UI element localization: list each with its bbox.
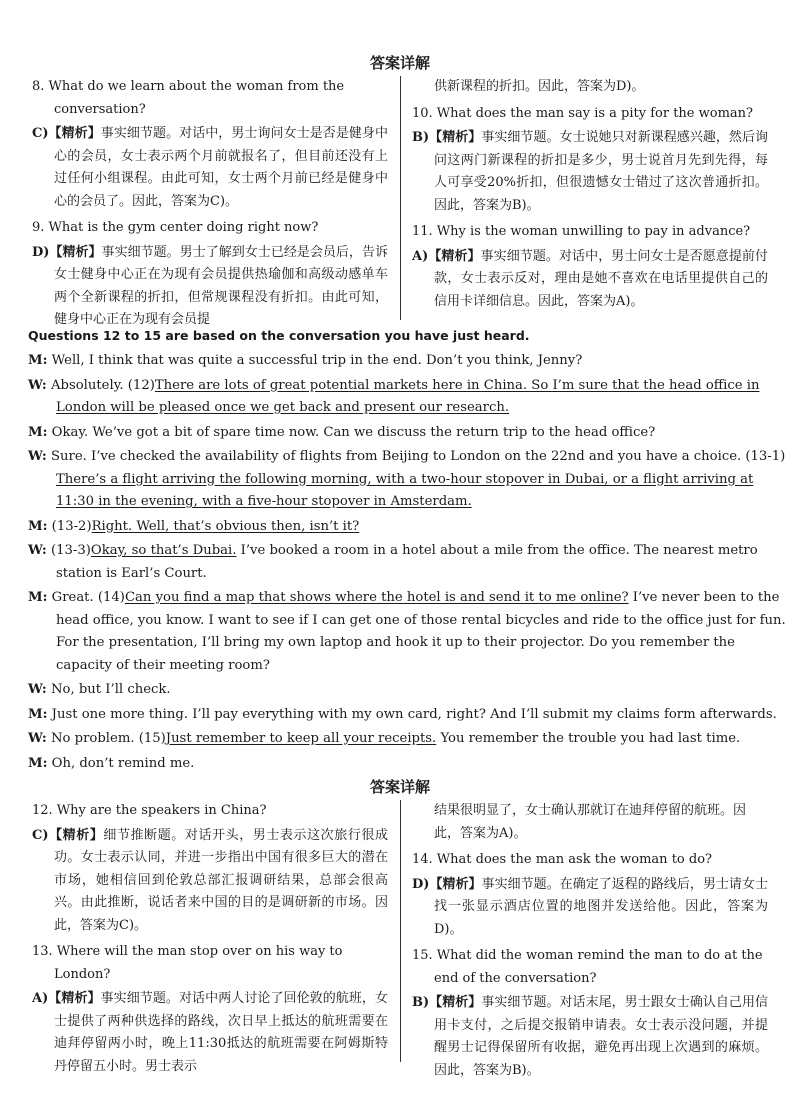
dialogue-turn <box>28 704 790 727</box>
answer-9-tag: 【精析】 <box>49 244 102 260</box>
speaker-label: M: <box>28 706 48 722</box>
answer-8-tag: 【精析】 <box>48 126 101 141</box>
top-left-column <box>32 76 388 336</box>
turn-text: No problem. (15) <box>51 731 166 746</box>
answer-9-continued: 供新课程的折扣。因此，答案为D)。 <box>434 79 645 94</box>
dialogue-turn <box>28 516 790 539</box>
dialogue-turn <box>28 540 790 585</box>
dialogue-turn <box>28 446 790 514</box>
question-12: 12. Why are the speakers in China? <box>32 803 267 818</box>
turn-text: Great. (14) <box>51 590 125 605</box>
question-8: 8. What do we learn about the woman from the conversation? <box>32 79 345 117</box>
speaker-label: M: <box>28 518 48 534</box>
answer-13-continued: 结果很明显了，女士确认那就订在迪拜停留的航班。因此，答案为A)。 <box>434 803 747 841</box>
answer-14-text: 事实细节题。在确定了返程的路线后，男士请女士找一张显示酒店位置的地图并发送给他。因此，答案为D)。 <box>434 876 768 937</box>
question-10: 10. What does the man say is a pity for the woman? <box>412 105 754 121</box>
speaker-label: M: <box>28 353 48 368</box>
turn-text: Well, I think that was quite a successful trip in the end. Don’t you think, Jenny? <box>51 353 583 368</box>
turn-underlined-text: There’s a flight arriving the following morning, with a two-hour stopover in Dubai, or a flight arriving at 11:30 in the evening, with a five-hour stopover in Amsterdam. <box>56 471 754 509</box>
answer-12-tag: 【精析】 <box>48 827 104 843</box>
dialogue-turn <box>28 422 790 445</box>
turn-text: Absolutely. (12) <box>51 377 155 393</box>
turn-underlined-text: Right. Well, that’s obvious then, isn’t it? <box>91 518 360 534</box>
answer-10-text: 事实细节题。女士说她只对新课程感兴趣，然后询问这两门新课程的折扣是多少，男士说首月先到先得，每人可享受20%折扣，但很遗憾女士错过了这次普通折扣。因此，答案为B)。 <box>434 130 768 213</box>
answer-10-letter: B) <box>412 130 430 145</box>
question-15: 15. What did the woman remind the man to do at the end of the conversation? <box>412 948 763 986</box>
turn-text-after: I’ve booked a room in a hotel about a mile from the office. The nearest metro station is Earl’s Court. <box>56 543 758 581</box>
turn-text: No, but I’ll check. <box>51 682 171 697</box>
bottom-right-column <box>412 800 768 1086</box>
question-9: 9. What is the gym center doing right now? <box>32 220 319 235</box>
answer-13-text: 事实细节题。对话中两人讨论了回伦敦的航班，女士提供了两种供选择的路线，次日早上抵达的航班需要在迪拜停留两小时，晚上11:30抵达的航班需要在阿姆斯特丹停留五小时。男士表示 <box>54 991 388 1074</box>
answer-10 <box>412 127 768 217</box>
answer-8-letter: C) <box>32 126 49 141</box>
answer-13 <box>32 988 388 1078</box>
answer-9-text: 事实细节题。男士了解到女士已经是会员后，告诉女士健身中心正在为现有会员提供热瑜伽和高级动感单车两个全新课程的折扣，但常规课程没有折扣。由此可知，健身中心正在为现有会员提 <box>54 244 388 327</box>
answer-14-letter: D) <box>412 876 430 892</box>
speaker-label: W: <box>28 449 47 464</box>
answer-13-letter: A) <box>32 991 49 1006</box>
answer-11-letter: A) <box>412 248 429 264</box>
question-11: 11. Why is the woman unwilling to pay in advance? <box>412 224 751 239</box>
turn-text: Just one more thing. I’ll pay everything with my own card, right? And I’ll submit my claims form afterwards. <box>51 706 777 722</box>
question-13: 13. Where will the man stop over on his way to London? <box>32 944 343 982</box>
dialogue-turn <box>28 587 790 677</box>
turn-underlined-text: Okay, so that’s Dubai. <box>90 543 237 558</box>
speaker-label: M: <box>28 590 48 605</box>
turn-text-after: I’ve never been to the head office, you know. I want to see if I can get one of those rental bicycles and ride to the office just for fun. For the presentation, I’ll bring my own laptop and hook it up to their projector. Do you remember the capacity of their meeting room? <box>56 590 786 673</box>
section-title-top: 答案详解 <box>369 54 430 72</box>
answer-15 <box>412 992 768 1082</box>
dialogue-turn <box>28 753 790 776</box>
answer-15-text: 事实细节题。对话末尾，男士跟女士确认自己用信用卡支付，之后提交报销申请表。女士表示没问题，并提醒男士记得保留所有收据，避免再出现上次遇到的麻烦。因此，答案为B)。 <box>434 995 768 1078</box>
turn-underlined-text: There are lots of great potential markets here in China. So I’m sure that the head office in London will be pleased once we get back and present our research. <box>56 377 760 415</box>
speaker-label: W: <box>28 731 47 746</box>
turn-underlined-text: Just remember to keep all your receipts. <box>165 731 437 746</box>
turn-text: (13-3) <box>51 543 91 558</box>
dialogue-transcript <box>28 350 790 777</box>
turn-text: Okay. We’ve got a bit of spare time now. Can we discuss the return trip to the head office? <box>51 424 656 440</box>
speaker-label: W: <box>28 377 47 393</box>
dialogue-turn <box>28 728 790 751</box>
column-divider-top <box>400 76 401 320</box>
question-14: 14. What does the man ask the woman to do? <box>412 852 712 867</box>
speaker-label: W: <box>28 682 47 697</box>
turn-text: Sure. I’ve checked the availability of flights from Beijing to London on the 22nd and you have a choice. (13-1) <box>51 449 786 464</box>
answer-12-letter: C) <box>32 827 49 843</box>
answer-12-text: 细节推断题。对话开头，男士表示这次旅行很成功。女士表示认同，并进一步指出中国有很多巨大的潜在市场，她相信回到伦敦总部汇报调研结果，总部会很高兴。由此推断，说话者来中国的目的是调研新的市场。因此，答案为C)。 <box>54 827 388 933</box>
dialogue-turn <box>28 679 790 702</box>
answer-12 <box>32 825 388 938</box>
answer-11-tag: 【精析】 <box>428 248 481 264</box>
top-right-column <box>412 76 768 317</box>
section-title-bottom: 答案详解 <box>369 778 430 796</box>
answer-15-letter: B) <box>412 995 430 1010</box>
dialogue-turn <box>28 350 790 373</box>
speaker-label: M: <box>28 755 48 771</box>
column-divider-bottom <box>400 800 401 1062</box>
answer-14 <box>412 874 768 942</box>
turn-text: (13-2) <box>51 518 92 534</box>
answer-10-tag: 【精析】 <box>429 130 482 145</box>
answer-8-text: 事实细节题。对话中，男士询问女士是否是健身中心的会员，女士表示两个月前就报名了，但目前还没有上过任何小组课程。由此可知，女士两个月前已经是健身中心的会员了。因此，答案为C)。 <box>54 126 388 209</box>
speaker-label: W: <box>28 543 47 558</box>
answer-9-letter: D) <box>32 244 50 260</box>
answer-11-text: 事实细节题。对话中，男士问女士是否愿意提前付款，女士表示反对，理由是她不喜欢在电话里提供自己的信用卡详细信息。因此，答案为A)。 <box>434 248 768 309</box>
speaker-label: M: <box>28 424 48 440</box>
bottom-left-column <box>32 800 388 1082</box>
answer-8 <box>32 123 388 213</box>
turn-text: Oh, don’t remind me. <box>51 755 195 771</box>
answer-13-tag: 【精析】 <box>48 991 101 1006</box>
answer-9 <box>32 242 388 332</box>
conversation-intro: Questions 12 to 15 are based on the conversation you have just heard. <box>28 328 530 343</box>
dialogue-turn <box>28 375 790 420</box>
turn-text-after: You remember the trouble you had last time. <box>436 731 741 746</box>
answer-14-tag: 【精析】 <box>429 876 482 892</box>
answer-11 <box>412 246 768 314</box>
turn-underlined-text: Can you find a map that shows where the hotel is and send it to me online? <box>124 590 629 605</box>
answer-15-tag: 【精析】 <box>429 995 482 1010</box>
